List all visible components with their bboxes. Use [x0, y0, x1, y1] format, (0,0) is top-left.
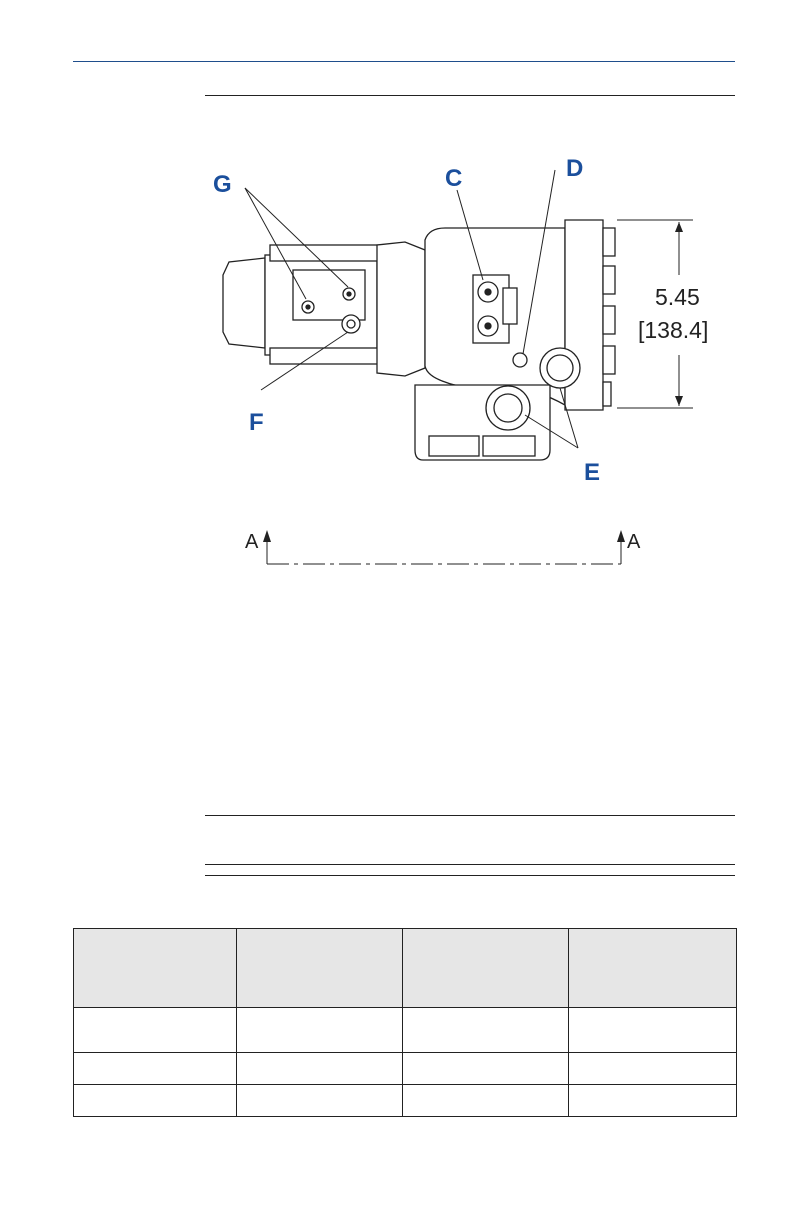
table-cell: [237, 1008, 403, 1053]
spec-table: [73, 928, 737, 1117]
table-cell: [569, 1085, 737, 1117]
figure-top-rule: [205, 95, 735, 96]
upper-flange: [270, 245, 380, 261]
table-cell: [237, 1053, 403, 1085]
sensor-cap: [223, 258, 265, 348]
callout-c: C: [445, 165, 463, 192]
table-cell: [237, 1085, 403, 1117]
table-title-rule-top: [205, 864, 735, 865]
callout-g: G: [213, 171, 232, 198]
cover-ribs: [603, 228, 615, 406]
callout-d: D: [566, 155, 584, 182]
page-header-rule: [73, 61, 735, 62]
table-cell: [569, 1053, 737, 1085]
transmitter-drawing: [205, 140, 735, 580]
table-header-row: [74, 929, 737, 1008]
callout-f: F: [249, 409, 264, 436]
table-title-rule-bottom: [205, 875, 735, 876]
table-header-cell: [74, 929, 237, 1008]
lower-flange: [270, 348, 380, 364]
table-row: [74, 1085, 737, 1117]
table-cell: [569, 1008, 737, 1053]
section-mark-right: A: [627, 531, 641, 553]
table-row: [74, 1008, 737, 1053]
ground-screw: [513, 353, 527, 367]
table-cell: [74, 1008, 237, 1053]
table-cell: [74, 1053, 237, 1085]
table-header-cell: [569, 929, 737, 1008]
neck: [377, 242, 425, 376]
table-cell: [403, 1053, 569, 1085]
dimension-inches: 5.45: [655, 284, 700, 310]
table-row: [74, 1053, 737, 1085]
table-cell: [74, 1085, 237, 1117]
section-rule: [205, 815, 735, 816]
dimension-millimeters: [138.4]: [638, 317, 709, 343]
table-header-cell: [403, 929, 569, 1008]
table-cell: [403, 1085, 569, 1117]
callout-e: E: [584, 459, 601, 486]
section-mark-left: A: [245, 531, 259, 553]
table-header-cell: [237, 929, 403, 1008]
table-cell: [403, 1008, 569, 1053]
